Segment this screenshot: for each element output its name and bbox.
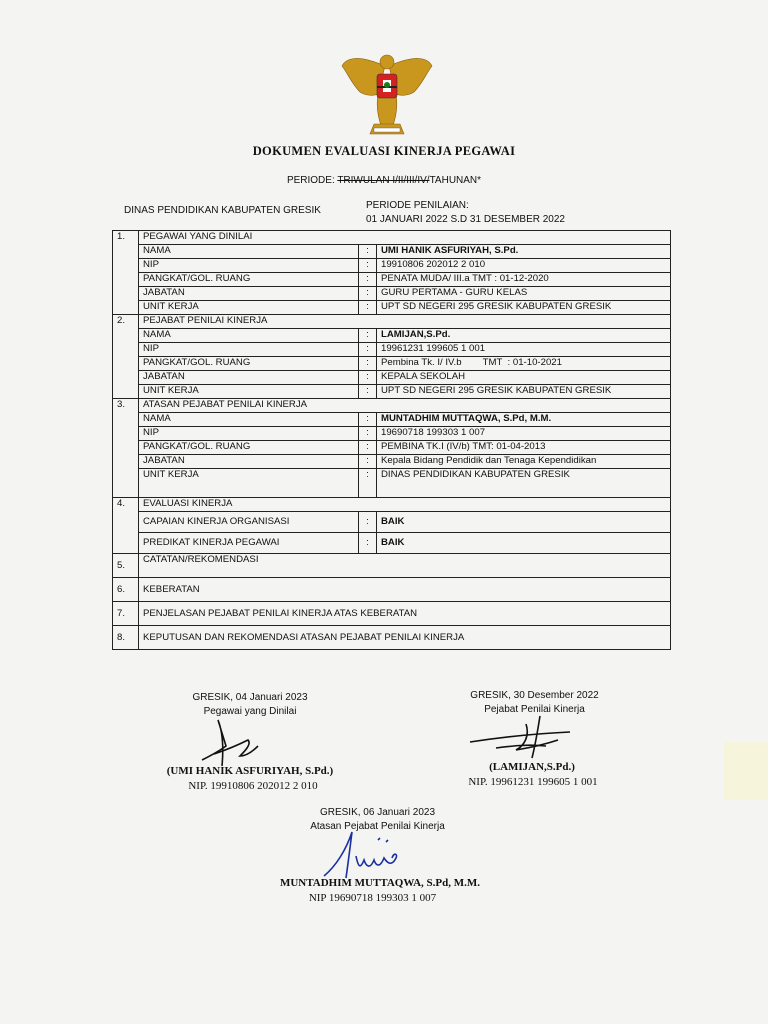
paper-tab	[724, 742, 768, 800]
garuda-emblem-icon	[338, 44, 436, 136]
table-row	[113, 385, 671, 399]
section-number: 3.	[113, 399, 139, 498]
dinas-label: DINAS PENDIDIKAN KABUPATEN GRESIK	[124, 205, 321, 216]
colon: :	[359, 533, 377, 554]
table-row	[113, 343, 671, 357]
section-number: 2.	[113, 315, 139, 399]
section-8-row	[113, 626, 671, 650]
section-number: 6.	[113, 578, 139, 602]
atasan-signature-icon	[320, 826, 416, 882]
table-row	[113, 287, 671, 301]
colon: :	[359, 469, 377, 498]
colon: :	[359, 441, 377, 455]
table-row	[113, 371, 671, 385]
field-label: UNIT KERJA	[139, 301, 359, 315]
field-value: BAIK	[377, 512, 671, 533]
field-value: UPT SD NEGERI 295 GRESIK KABUPATEN GRESIK	[377, 385, 671, 399]
field-label: UNIT KERJA	[139, 385, 359, 399]
section-number: 7.	[113, 602, 139, 626]
colon: :	[359, 413, 377, 427]
colon: :	[359, 259, 377, 273]
table-row	[113, 533, 671, 554]
atasan-role: Atasan Pejabat Penilai Kinerja	[310, 821, 445, 832]
field-label: PANGKAT/GOL. RUANG	[139, 273, 359, 287]
section-6-row	[113, 578, 671, 602]
pejabat-signature-icon	[466, 712, 576, 762]
table-row	[113, 259, 671, 273]
field-value: 19910806 202012 2 010	[377, 259, 671, 273]
section-number: 4.	[113, 498, 139, 554]
section-7-row	[113, 602, 671, 626]
field-value: UMI HANIK ASFURIYAH, S.Pd.	[377, 245, 671, 259]
table-row	[113, 512, 671, 533]
field-value: 19690718 199303 1 007	[377, 427, 671, 441]
table-row	[113, 455, 671, 469]
table-row	[113, 357, 671, 371]
field-label: NAMA	[139, 329, 359, 343]
field-value: LAMIJAN,S.Pd.	[377, 329, 671, 343]
field-label: NAMA	[139, 413, 359, 427]
field-label: NIP	[139, 427, 359, 441]
field-value: 19961231 199605 1 001	[377, 343, 671, 357]
field-value: Kepala Bidang Pendidik dan Tenaga Kependidikan	[377, 455, 671, 469]
colon: :	[359, 301, 377, 315]
field-label: JABATAN	[139, 287, 359, 301]
field-label: UNIT KERJA	[139, 469, 359, 498]
table-row	[113, 413, 671, 427]
section-4-header	[113, 498, 671, 512]
table-row	[113, 245, 671, 259]
pejabat-name: (LAMIJAN,S.Pd.)	[489, 761, 575, 773]
atasan-name: MUNTADHIM MUTTAQWA, S.Pd, M.M.	[279, 877, 481, 889]
section-5-row	[113, 554, 671, 578]
section-title: PEJABAT PENILAI KINERJA	[139, 315, 671, 329]
colon: :	[359, 343, 377, 357]
periode-penilaian-label: PERIODE PENILAIAN:	[366, 200, 469, 211]
colon: :	[359, 245, 377, 259]
periode-struck-options: TRIWULAN I/II/III/IV/	[337, 175, 430, 186]
field-label: JABATAN	[139, 455, 359, 469]
field-value: KEPALA SEKOLAH	[377, 371, 671, 385]
section-3-header	[113, 399, 671, 413]
periode-selected: TAHUNAN*	[429, 175, 482, 186]
section-title: EVALUASI KINERJA	[139, 498, 671, 512]
section-title: ATASAN PEJABAT PENILAI KINERJA	[139, 399, 671, 413]
field-label: PANGKAT/GOL. RUANG	[139, 441, 359, 455]
field-label: NIP	[139, 343, 359, 357]
table-row	[113, 301, 671, 315]
section-2-header	[113, 315, 671, 329]
field-value: PENATA MUDA/ III.a TMT : 01-12-2020	[377, 273, 671, 287]
section-title: KEBERATAN	[139, 578, 671, 602]
periode-line	[0, 175, 768, 186]
field-value: MUNTADHIM MUTTAQWA, S.Pd, M.M.	[377, 413, 671, 427]
field-value: DINAS PENDIDIKAN KABUPATEN GRESIK	[377, 469, 671, 498]
colon: :	[359, 357, 377, 371]
table-row	[113, 427, 671, 441]
colon: :	[359, 371, 377, 385]
colon: :	[359, 287, 377, 301]
colon: :	[359, 427, 377, 441]
evaluation-table	[112, 230, 671, 650]
field-label: JABATAN	[139, 371, 359, 385]
colon: :	[359, 273, 377, 287]
field-value: BAIK	[377, 533, 671, 554]
pegawai-date: GRESIK, 04 Januari 2023	[192, 692, 308, 703]
pegawai-name: (UMI HANIK ASFURIYAH, S.Pd.)	[166, 765, 334, 777]
pejabat-role: Pejabat Penilai Kinerja	[484, 704, 585, 715]
section-number: 8.	[113, 626, 139, 650]
section-number: 5.	[113, 554, 139, 578]
periode-prefix: PERIODE:	[286, 175, 338, 186]
table-row	[113, 329, 671, 343]
section-title: CATATAN/REKOMENDASI	[139, 554, 671, 578]
field-value: UPT SD NEGERI 295 GRESIK KABUPATEN GRESIK	[377, 301, 671, 315]
colon: :	[359, 512, 377, 533]
colon: :	[359, 329, 377, 343]
field-label: PREDIKAT KINERJA PEGAWAI	[139, 533, 359, 554]
atasan-nip: NIP 19690718 199303 1 007	[308, 892, 437, 904]
field-value: Pembina Tk. I/ IV.b TMT : 01-10-2021	[377, 357, 671, 371]
table-row	[113, 273, 671, 287]
section-1-header	[113, 231, 671, 245]
field-label: PANGKAT/GOL. RUANG	[139, 357, 359, 371]
atasan-date: GRESIK, 06 Januari 2023	[319, 807, 436, 818]
section-title: PENJELASAN PEJABAT PENILAI KINERJA ATAS KEBERATAN	[139, 602, 671, 626]
field-label: NIP	[139, 259, 359, 273]
pejabat-date: GRESIK, 30 Desember 2022	[470, 690, 599, 701]
colon: :	[359, 385, 377, 399]
field-value: PEMBINA TK.I (IV/b) TMT: 01-04-2013	[377, 441, 671, 455]
table-row	[113, 441, 671, 455]
pegawai-role: Pegawai yang Dinilai	[203, 706, 297, 717]
field-label: CAPAIAN KINERJA ORGANISASI	[139, 512, 359, 533]
colon: :	[359, 455, 377, 469]
periode-penilaian-value: 01 JANUARI 2022 S.D 31 DESEMBER 2022	[366, 214, 565, 225]
table-row	[113, 469, 671, 498]
pejabat-nip: NIP. 19961231 199605 1 001	[468, 776, 598, 788]
pegawai-nip: NIP. 19910806 202012 2 010	[188, 780, 318, 792]
field-label: NAMA	[139, 245, 359, 259]
field-value: GURU PERTAMA - GURU KELAS	[377, 287, 671, 301]
document-title: DOKUMEN EVALUASI KINERJA PEGAWAI	[252, 144, 516, 158]
section-title: PEGAWAI YANG DINILAI	[139, 231, 671, 245]
section-number: 1.	[113, 231, 139, 315]
section-title: KEPUTUSAN DAN REKOMENDASI ATASAN PEJABAT PENILAI KINERJA	[139, 626, 671, 650]
